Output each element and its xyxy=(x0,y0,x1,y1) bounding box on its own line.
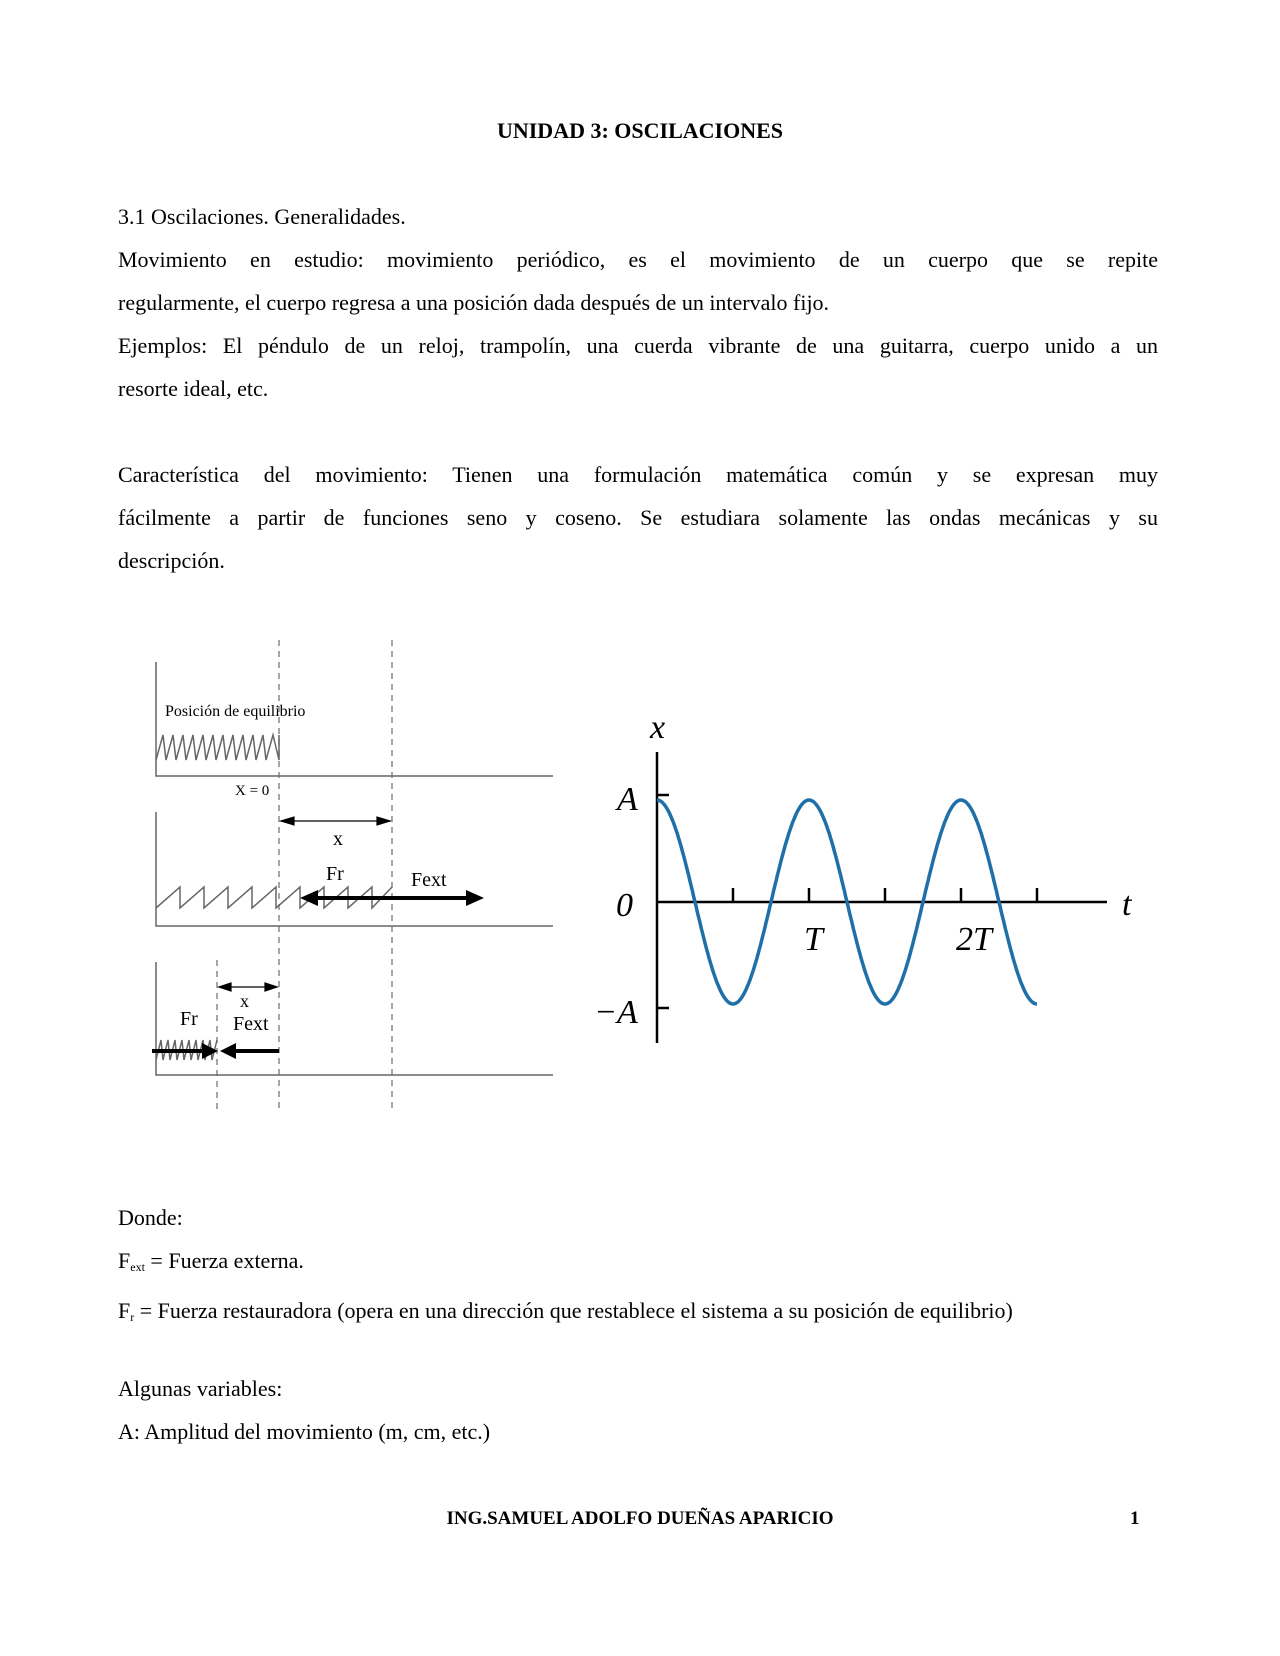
fr-subscript: r xyxy=(130,1310,135,1324)
fext-definition xyxy=(118,1239,1158,1289)
paragraph-line: resorte ideal, etc. xyxy=(118,376,269,401)
fr-definition xyxy=(118,1289,1158,1339)
paragraph-line: descripción. xyxy=(118,548,225,573)
y-tick-label-neg-a: −A xyxy=(594,994,638,1031)
fr-label-bottom: Fr xyxy=(180,1008,198,1030)
y-tick-label-a: A xyxy=(617,781,638,818)
variables-section xyxy=(118,1367,1158,1453)
x-label-middle: x xyxy=(333,828,343,850)
donde-label: Donde: xyxy=(118,1205,183,1230)
y-tick-label-zero: 0 xyxy=(616,887,633,924)
footer-author: ING.SAMUEL ADOLFO DUEÑAS APARICIO xyxy=(446,1508,834,1529)
equilibrium-label: Posición de equilibrio xyxy=(165,703,306,720)
paragraph-line: fácilmente a partir de funciones seno y coseno. Se estudiara solamente las ondas mecánicas y su xyxy=(118,505,1158,530)
paragraph-line: Característica del movimiento: Tienen una formulación matemática común y se expresan muy xyxy=(118,462,1158,487)
paragraph-line: Movimiento en estudio: movimiento periódico, es el movimiento de un cuerpo que se repite xyxy=(118,247,1158,272)
x-axis-label: t xyxy=(1122,886,1132,923)
page-title: UNIDAD 3: OSCILACIONES xyxy=(496,118,784,143)
page-number: 1 xyxy=(1130,1508,1140,1529)
amplitude-definition: A: Amplitud del movimiento (m, cm, etc.) xyxy=(118,1419,491,1444)
fr-symbol: F xyxy=(118,1298,131,1323)
x0-label: X = 0 xyxy=(235,783,270,799)
paragraph-line: Ejemplos: El péndulo de un reloj, trampolín, una cuerda vibrante de una guitarra, cuerpo unido a un xyxy=(118,333,1158,358)
y-axis-label: x xyxy=(650,709,666,746)
fr-description: = Fuerza restauradora (opera en una dirección que restablece el sistema a su posición de equilibrio) xyxy=(134,1298,1013,1323)
x-tick-label-t: T xyxy=(804,921,823,958)
fext-symbol: F xyxy=(118,1248,131,1273)
section-heading: 3.1 Oscilaciones. Generalidades. xyxy=(118,204,406,229)
paragraph-line: regularmente, el cuerpo regresa a una posición dada después de un intervalo fijo. xyxy=(118,290,830,315)
legend-section xyxy=(118,1196,1158,1339)
fext-description: = Fuerza externa. xyxy=(144,1248,304,1273)
fr-label-middle: Fr xyxy=(326,863,344,885)
fext-label-bottom: Fext xyxy=(233,1013,269,1035)
variables-heading: Algunas variables: xyxy=(118,1376,283,1401)
x-tick-label-2t: 2T xyxy=(956,921,992,958)
fext-subscript: ext xyxy=(130,1260,145,1274)
fext-label-middle: Fext xyxy=(411,869,447,891)
x-label-bottom: x xyxy=(240,991,249,1011)
